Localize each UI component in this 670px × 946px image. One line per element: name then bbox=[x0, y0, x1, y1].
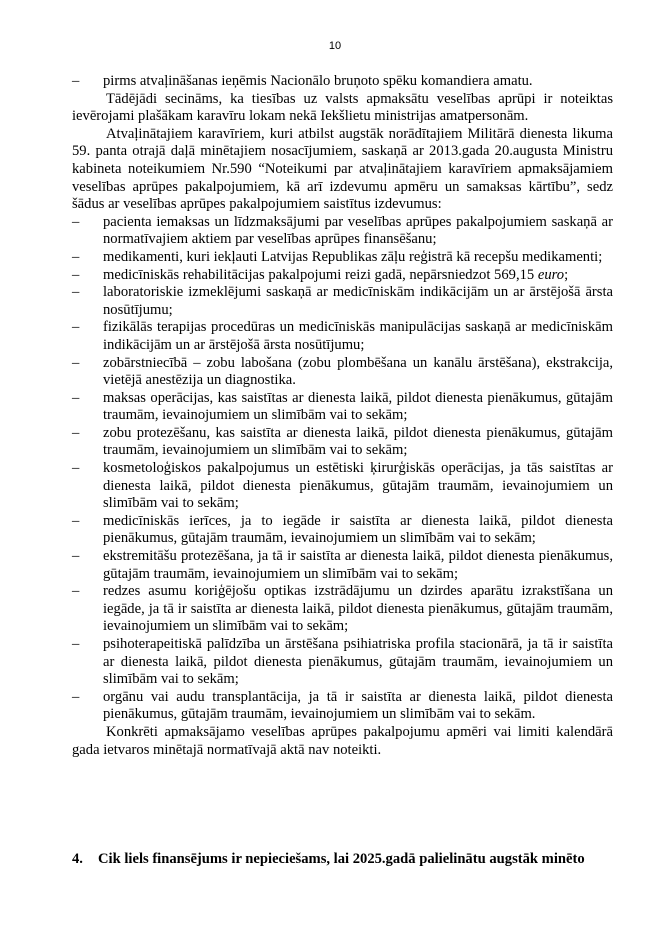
bullet-dash: – bbox=[72, 512, 80, 529]
list-item bbox=[72, 267, 613, 285]
list-item-end: ; bbox=[564, 266, 569, 283]
list-item bbox=[72, 249, 613, 267]
bullet-dash: – bbox=[72, 583, 80, 600]
list-item-text: psihoterapeitiskā palīdzība un ārstēšana psihiatriska profila stacionārā, ja tā ir saistīta ar dienesta laikā, pildot dienesta pienākumus, gūtajām traumām, ievainojumiem un slimībām vai to sekām; bbox=[103, 636, 613, 688]
bullet-dash: – bbox=[72, 284, 80, 301]
services-list bbox=[72, 214, 613, 724]
paragraph-regulation: Atvaļinātajiem karavīriem, kuri atbilst augstāk norādītajiem Militārā dienesta likuma 59. panta otrajā daļā minētajiem nosacījumiem, saskaņā ar 2013.gada 20.augusta Ministru kabineta noteikumiem Nr.590 “Noteikumi par atvaļinātajiem karavīriem apmaksājamiem veselības aprūpes pakalpojumiem, kā arī izdevumu apmēru un samaksas kārtību”, sedz šādus ar veselības aprūpes pakalpojumiem saistītus izdevumus: bbox=[72, 125, 613, 213]
list-item bbox=[72, 284, 613, 319]
list-item-text: ekstremitāšu protezēšana, ja tā ir saistīta ar dienesta laikā, pildot dienesta pienākumus, gūtajām traumām, ievainojumiem un slimībām vai to sekām; bbox=[103, 548, 613, 582]
bullet-dash: – bbox=[72, 548, 80, 565]
bullet-dash: – bbox=[72, 636, 80, 652]
list-item bbox=[72, 390, 613, 425]
list-item-text: pirms atvaļināšanas ieņēmis Nacionālo bruņoto spēku komandiera amatu. bbox=[103, 73, 533, 89]
list-item-text: kosmetoloģiskos pakalpojumus un estētiski ķirurģiskās operācijas, ja tās saistītas ar dienesta laikā, pildot dienesta pienākumus, gūtajām traumām, ievainojumiem un slimībām vai to sekām; bbox=[103, 460, 613, 512]
list-item-text: orgānu vai audu transplantācija, ja tā ir saistīta ar dienesta laikā, pildot dienesta pienākumus, gūtajām traumām, ievainojumiem un slimībām vai to sekām. bbox=[103, 688, 613, 723]
list-item-text: fizikālās terapijas procedūras un medicīniskās manipulācijas saskaņā ar medicīniskām indikācijām un ar ārstējošā ārsta nosūtījumu; bbox=[103, 319, 613, 353]
section-number: 4. bbox=[72, 851, 83, 867]
list-item-text: medicīniskās ierīces, ja to iegāde ir saistīta ar dienesta laikā, pildot dienesta pienākumus, gūtajām traumām, ievainojumiem un slimībām vai to sekām; bbox=[103, 512, 613, 547]
list-item-text: zobu protezēšanu, kas saistīta ar dienesta laikā, pildot dienesta pienākumus, gūtajām traumām, ievainojumiem un slimībām vai to sekām; bbox=[103, 424, 613, 459]
list-item-text: zobārstniecībā – zobu labošana (zobu plombēšana un kanālu ārstēšana), ekstrakcija, vietējā anestēzija un diagnostika. bbox=[103, 354, 613, 389]
list-item bbox=[72, 214, 613, 249]
bullet-dash: – bbox=[72, 424, 80, 441]
list-item-text: pacienta iemaksas un līdzmaksājumi par veselības aprūpes pakalpojumiem saskaņā ar normatīvajiem aktiem par veselības aprūpes finansēšanu; bbox=[103, 213, 613, 248]
section-title: Cik liels finansējums ir nepieciešams, lai 2025.gadā palielinātu augstāk minēto bbox=[98, 851, 585, 867]
paragraph-limits: Konkrēti apmaksājamo veselības aprūpes pakalpojumu apmēri vai limiti kalendārā gada ietvaros minētajā normatīvajā aktā nav noteikti. bbox=[72, 723, 613, 758]
list-item-text: laboratoriskie izmeklējumi saskaņā ar medicīniskām indikācijām un ar ārstējošā ārsta nosūtījumu; bbox=[103, 284, 613, 318]
bullet-dash: – bbox=[72, 460, 80, 477]
bullet-dash: – bbox=[72, 248, 80, 265]
list-item bbox=[72, 636, 613, 689]
bullet-dash: – bbox=[72, 213, 80, 230]
bullet-dash: – bbox=[72, 266, 80, 283]
list-item bbox=[72, 460, 613, 513]
bullet-dash: – bbox=[72, 688, 80, 705]
list-item bbox=[72, 73, 613, 91]
list-item bbox=[72, 425, 613, 460]
list-item bbox=[72, 583, 613, 636]
body-text bbox=[72, 73, 613, 759]
bullet-dash: – bbox=[72, 354, 80, 371]
bullet-dash: – bbox=[72, 319, 80, 336]
list-item bbox=[72, 513, 613, 548]
currency-label: euro bbox=[537, 266, 565, 283]
list-item bbox=[72, 689, 613, 724]
list-item bbox=[72, 355, 613, 390]
list-item bbox=[72, 548, 613, 583]
page-number: 10 bbox=[328, 40, 342, 52]
list-item-text: redzes asumu koriģējošu optikas izstrādājumu un dzirdes aparātu izrakstīšana un iegāde, ja tā ir saistīta ar dienesta laikā, pildot dienesta pienākumus, gūtajām traumām, ievainojumiem un slimībām vai to sekām; bbox=[103, 583, 613, 635]
section-heading bbox=[72, 851, 632, 868]
list-item-text: medicīniskās rehabilitācijas pakalpojumi reizi gadā, nepārsniedzot 569,15 bbox=[103, 266, 538, 283]
list-item-text: maksas operācijas, kas saistītas ar dienesta laikā, pildot dienesta pienākumus, gūtajām traumām, ievainojumiem un slimībām vai to sekām; bbox=[103, 389, 613, 424]
paragraph-conclusion: Tādējādi secināms, ka tiesības uz valsts apmaksātu veselības aprūpi ir noteiktas ievērojami plašākam karavīru lokam nekā Iekšlietu ministrijas amatpersonām. bbox=[72, 90, 613, 125]
list-item-text: medikamenti, kuri iekļauti Latvijas Republikas zāļu reģistrā kā recepšu medikamenti; bbox=[103, 248, 603, 265]
list-item bbox=[72, 319, 613, 354]
bullet-dash: – bbox=[72, 73, 80, 89]
intro-bullet-list bbox=[72, 73, 613, 91]
bullet-dash: – bbox=[72, 389, 80, 406]
